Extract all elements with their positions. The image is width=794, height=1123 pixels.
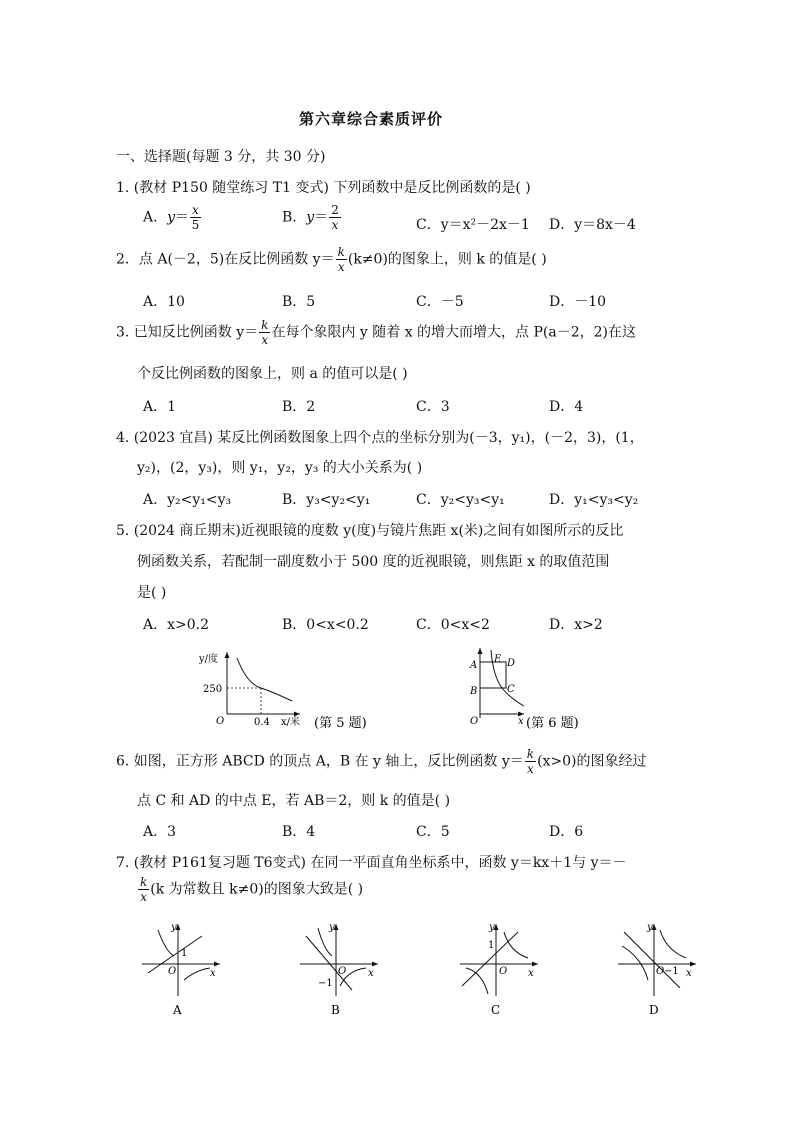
q7b-origin: O: [338, 966, 347, 977]
q5-option-c: C．0<x<2: [416, 617, 490, 633]
q3-stem-pre: 3. 已知反比例函数 y＝: [116, 324, 259, 341]
q6-line2: 点 C 和 AD 的中点 E，若 AB＝2，则 k 的值是( ): [137, 793, 451, 809]
fig5-xmark: 0.4: [254, 717, 270, 728]
q7-num: k: [140, 875, 148, 889]
q7-graph-b: [296, 918, 386, 1022]
q1-a-den: 5: [191, 218, 200, 232]
q7a-x-arrow: [214, 962, 220, 967]
q7d-label: D: [649, 1003, 659, 1017]
q6-option-c: C．5: [416, 824, 450, 840]
q6-stem-pre: 6. 如图，正方形 ABCD 的顶点 A，B 在 y 轴上，反比例函数 y＝: [116, 753, 524, 770]
q6-option-b: B．4: [282, 824, 316, 840]
q2-option-a: A．10: [143, 294, 185, 310]
q4-option-b: B．y₃<y₂<y₁: [282, 492, 371, 508]
q3-stem: [116, 319, 636, 346]
q5-option-a: A．x>0.2: [143, 617, 210, 633]
q6-fraction: [525, 748, 536, 775]
q1-b-fraction: [329, 204, 341, 231]
q7-den: x: [140, 890, 148, 904]
q3-option-b: B．2: [282, 399, 316, 415]
fig5-caption: (第 5 题): [314, 716, 367, 731]
q7a-mark: 1: [181, 948, 188, 959]
fig6-label-a: A: [470, 660, 478, 671]
q7c-curve-1: [504, 932, 528, 958]
q1-b-label: B．: [282, 209, 307, 226]
q7a-label: A: [173, 1003, 182, 1017]
q5-line2: 例函数关系，若配制一副度数小于 500 度的近视眼镜，则焦距 x 的取值范围: [137, 554, 610, 570]
q7-graph-a: [138, 918, 228, 1022]
q2-fraction: [336, 246, 347, 273]
q7b-x-arrow: [372, 962, 378, 967]
q1-stem: 1. (教材 P150 随堂练习 T1 变式) 下列函数中是反比例函数的是( ): [116, 180, 531, 196]
q2-stem: [116, 246, 547, 273]
q7d-ylabel: y: [647, 922, 653, 933]
q7b-xlabel: x: [368, 968, 374, 979]
q4-line2: y₂)，(2，y₃)，则 y₁，y₂，y₃ 的大小关系为( ): [137, 460, 423, 476]
q7c-x-arrow: [532, 962, 538, 967]
q6-stem-post: (x>0)的图象经过: [537, 753, 647, 770]
figure-6: [462, 644, 622, 736]
q1-option-a: [143, 204, 202, 231]
q7a-curve-2: [184, 968, 210, 980]
q1-b-den: x: [331, 218, 339, 232]
q7d-origin: O: [656, 966, 665, 977]
q1-a-num: x: [192, 203, 199, 217]
fig5-ymark: 250: [203, 684, 223, 695]
q7a-origin: O: [168, 966, 177, 977]
q7c-xlabel: x: [528, 968, 534, 979]
section-heading: 一、选择题(每题 3 分，共 30 分): [116, 149, 326, 165]
q3-line2: 个反比例函数的图象上，则 a 的值可以是( ): [137, 366, 408, 382]
fig6-origin: O: [470, 716, 479, 727]
q7a-curve-1: [158, 930, 174, 956]
q7c-ylabel: y: [489, 922, 495, 933]
q1-a-var: y: [167, 209, 176, 226]
q5-option-d: D．x>2: [549, 617, 603, 633]
fig5-ylabel: y/度: [199, 654, 219, 665]
q7-graph-c: [456, 918, 546, 1022]
q6-option-d: D．6: [549, 824, 584, 840]
q7c-label: C: [491, 1003, 501, 1017]
fig6-xlabel: x: [518, 716, 524, 727]
q7-line2-post: (k 为常数且 k≠0)的图象大致是( ): [150, 881, 364, 898]
q1-option-c: C．y＝x²－2x－1: [416, 217, 530, 233]
q3-fraction: [259, 319, 270, 346]
q3-den: x: [261, 333, 269, 347]
q7-line1: 7. (教材 P161复习题 T6变式) 在同一平面直角坐标系中，函数 y＝kx＋1与 y＝－: [116, 855, 627, 871]
q1-b-num: 2: [331, 203, 339, 217]
q1-b-eq: ＝: [314, 209, 329, 226]
fig6-y-arrow: [478, 648, 483, 654]
q7b-ylabel: y: [329, 922, 335, 933]
fig5-origin: O: [216, 716, 225, 727]
q7b-label: B: [331, 1003, 340, 1017]
q4-line1: 4. (2023 宜昌) 某反比例函数图象上四个点的坐标分别为(－3，y₁)，(－2，3)，(1，: [116, 430, 644, 446]
fig6-label-b: B: [470, 686, 478, 697]
fig5-y-arrow: [225, 652, 230, 658]
q2-option-c: C．－5: [416, 294, 464, 310]
q2-stem-post: (k≠0)的图象上，则 k 的值是( ): [347, 251, 547, 268]
q1-a-eq: ＝: [175, 209, 190, 226]
fig6-caption: (第 6 题): [526, 716, 579, 731]
q2-option-d: D．－10: [549, 294, 607, 310]
q6-stem: [116, 748, 647, 775]
q5-line1: 5. (2024 商丘期末)近视眼镜的度数 y(度)与镜片焦距 x(米)之间有如图所示的反比: [116, 523, 624, 539]
q2-stem-pre: 2．点 A(－2，5)在反比例函数 y＝: [116, 251, 335, 268]
q5-option-b: B．0<x<0.2: [282, 617, 369, 633]
q7d-xlabel: x: [686, 968, 692, 979]
q2-option-b: B．5: [282, 294, 316, 310]
q3-option-a: A．1: [143, 399, 177, 415]
q1-a-label: A．: [143, 209, 168, 226]
q3-option-c: C．3: [416, 399, 450, 415]
q1-option-b: [282, 204, 342, 231]
q4-option-a: A．y₂<y₁<y₃: [143, 492, 232, 508]
q3-stem-post: 在每个象限内 y 随着 x 的增大而增大，点 P(a－2，2)在这: [271, 324, 637, 341]
figure-5: [195, 646, 395, 736]
q7d-line: [624, 932, 680, 988]
fig5-xlabel: x/米: [281, 717, 301, 728]
q1-a-fraction: [190, 204, 201, 231]
q5-line3: 是( ): [137, 585, 167, 601]
q7-line2: [137, 876, 363, 903]
q3-option-d: D．4: [549, 399, 584, 415]
fig5-x-arrow: [294, 712, 300, 717]
q7d-x-arrow: [690, 962, 696, 967]
q1-option-d: D．y＝8x－4: [549, 217, 636, 233]
q7c-mark: 1: [488, 940, 495, 951]
q2-den: x: [337, 260, 345, 274]
q6-den: x: [527, 762, 534, 776]
q7a-xlabel: x: [210, 968, 216, 979]
q7b-mark: −1: [318, 978, 333, 989]
fig5-curve: [237, 658, 292, 701]
q7-graph-d: [614, 918, 704, 1022]
q6-num: k: [526, 747, 535, 761]
q2-num: k: [337, 245, 345, 259]
q3-num: k: [261, 318, 269, 332]
fig6-label-e: E: [494, 654, 502, 665]
q1-b-var: y: [306, 209, 315, 226]
q7a-ylabel: y: [171, 922, 177, 933]
q4-option-c: C．y₂<y₃<y₁: [416, 492, 505, 508]
fig6-label-d: D: [507, 658, 516, 669]
q4-option-d: D．y₁<y₃<y₂: [549, 492, 639, 508]
q7d-mark: −1: [664, 966, 679, 977]
q7d-curve-1: [622, 946, 648, 980]
q7d-curve-2: [660, 930, 686, 958]
page-title: 第六章综合素质评价: [299, 110, 444, 128]
q6-option-a: A．3: [143, 824, 177, 840]
fig6-label-c: C: [507, 684, 515, 695]
q7-fraction: [138, 876, 149, 903]
q7c-origin: O: [499, 966, 508, 977]
